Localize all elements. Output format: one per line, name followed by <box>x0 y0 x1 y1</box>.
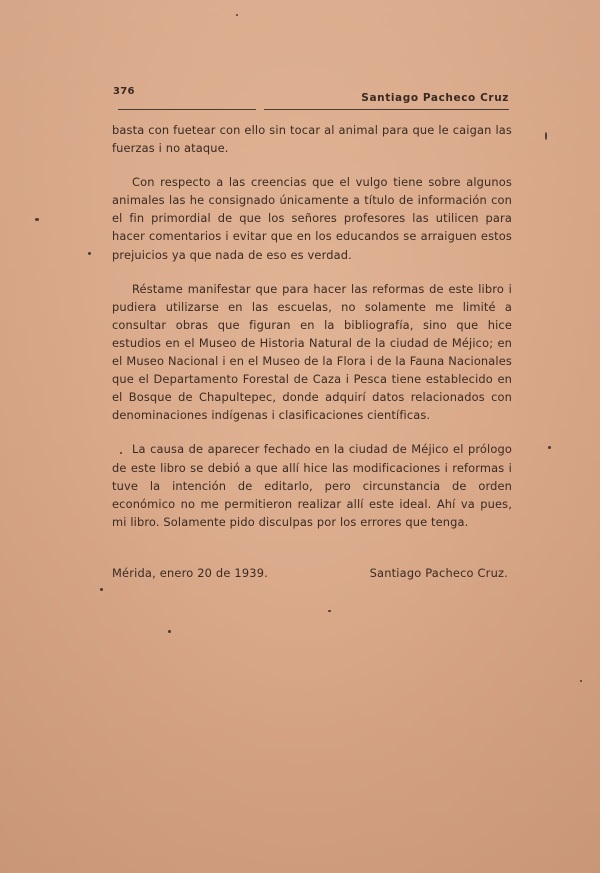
paper-speck <box>548 446 551 449</box>
paragraph-creencias: Con respecto a las creencias que el vulgo tiene sobre algunos animales las he consignado únicamente a título de información con el fin primordial de que los señores profesores las utilicen para hacer comentarios i evitar que en los educandos se arraiguen estos prejuicios ya que nada de eso es verdad. <box>112 175 512 262</box>
paper-speck <box>328 610 331 612</box>
running-head: Santiago Pacheco Cruz <box>361 92 509 104</box>
paper-speck <box>100 588 103 591</box>
page-header <box>113 86 509 106</box>
paragraph-reformas: Réstame manifestar que para hacer las reformas de este libro i pudiera utilizarse en las escuelas, no solamente me limité a consultar obras que figuran en la bibliografía, sino que hice estudios en el Museo de Historia Natural de la ciudad de Méjico; en el Museo Nacional i en el Museo de la Flora i de la Fauna Nacionales que el Departamento Forestal de Caza i Pesca tiene establecido en el Bosque de Chapultepec, donde adquirí datos relacionados con denominaciones indígenas i clasificaciones científicas. <box>112 281 512 423</box>
paper-speck <box>236 14 238 16</box>
header-rule-left <box>118 109 256 110</box>
paragraph-prologo: La causa de aparecer fechado en la ciudad de Méjico el prólogo de este libro se debió a que allí hice las modificaciones i reformas i tuve la intención de editarlo, pero circunstancia de orden económico no me permitieron realizar allí este ideal. Ahí va pues, mi libro. Solamente pido disculpas por los errores que tenga. <box>112 442 512 529</box>
paper-speck <box>120 452 122 454</box>
paper-speck <box>88 252 91 255</box>
paper-speck <box>580 680 582 682</box>
body-text <box>112 121 512 531</box>
header-rule-right <box>264 109 509 110</box>
page-number: 376 <box>113 86 135 97</box>
paragraph-continuation: basta con fuetear con ello sin tocar al animal para que le caigan las fuerzas i no ataque. <box>112 123 512 156</box>
paper-speck <box>168 630 171 633</box>
paper-speck <box>35 218 39 221</box>
signature-line <box>112 566 508 586</box>
author-signature: Santiago Pacheco Cruz. <box>369 566 508 580</box>
place-date: Mérida, enero 20 de 1939. <box>112 566 268 580</box>
paper-speck <box>545 132 547 140</box>
